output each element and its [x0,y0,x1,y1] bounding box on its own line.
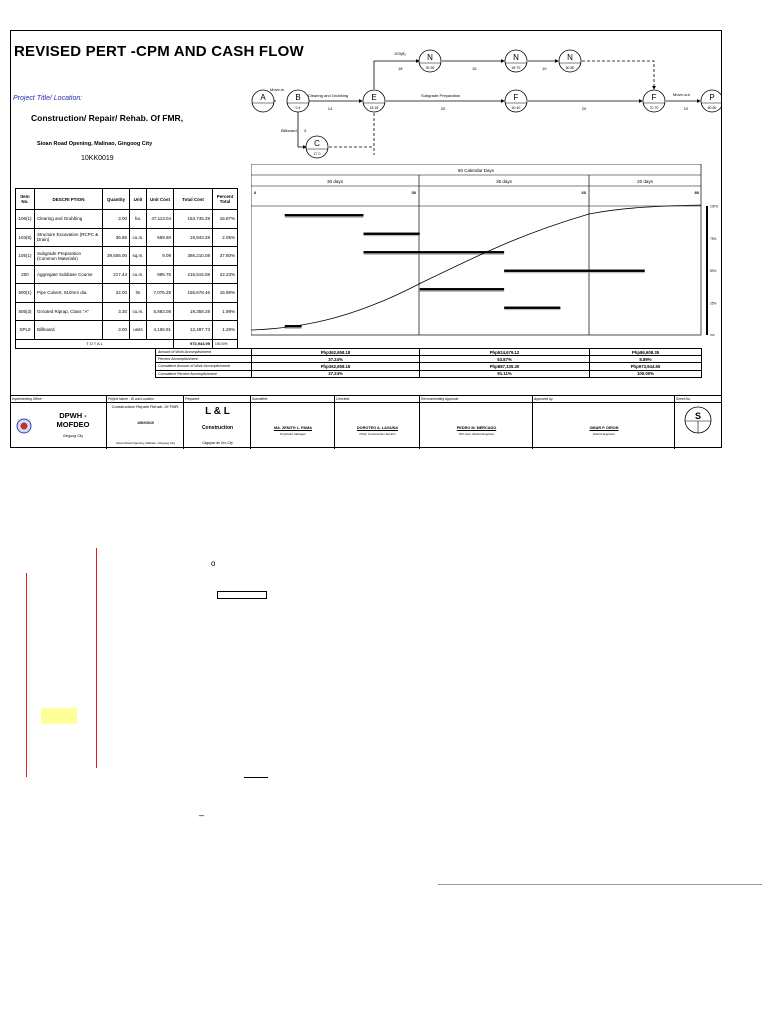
cell-percent: 1.28% [213,321,238,340]
yellow-highlight [41,708,77,724]
cell-description: Aggregate Subbase Course [35,265,103,284]
table-row [16,210,238,229]
cell-unit: units [130,321,147,340]
cell-item-no: 505(3) [16,302,35,321]
svg-text:45 70: 45 70 [511,66,521,70]
red-margin-line-right [96,548,97,768]
cell-percent: 2.05% [213,228,238,247]
footer-head-office: Implementing Office: [12,397,43,401]
cash-cell-period-3: 100.00% [590,370,702,377]
svg-text:50 80: 50 80 [565,66,575,70]
cash-cell-period-2: Php887,336.30 [420,363,590,370]
cash-cell-period-1: 37.24% [252,370,420,377]
svg-text:A: A [260,93,266,102]
cash-cell-period-3: 8.89% [590,356,702,363]
pert-network-diagram [236,39,721,161]
cash-cell-period-2: 91.11% [420,370,590,377]
svg-text:E: E [371,93,377,102]
cash-cell-period-2: 53.87% [420,356,590,363]
node-f2 [643,90,665,112]
cash-cell-period-3: Php86,608.35 [590,349,702,356]
project-id: 10KK0019 [81,155,114,162]
table-row [16,284,238,303]
cell-unit: cu.m. [130,302,147,321]
footer-project-name: Construction/ Repair/ Rehab. Of FMR, [111,404,180,409]
table-row [16,265,238,284]
cell-description: Billboard [35,321,103,340]
cell-quantity: 3.00 [103,321,130,340]
footer-head-prepared: Prepared: [185,397,200,401]
office-location: Gingoog City [62,434,84,438]
th-quantity: Quantity [103,189,130,210]
svg-text:C: C [314,139,320,148]
signatory-2-role: Chief, Construction Section [359,432,396,436]
cell-description: Pipe Culvert, 910mm dia. [35,284,103,303]
footer-submitted [251,396,335,449]
footer-sheet [675,396,721,449]
red-margin-line-left [26,573,27,777]
label-subgrade: Subgrade Preparation [421,93,461,98]
cash-row-label: Cumulative Amount of Work Accomplishment [156,363,252,370]
cashflow-table [155,348,702,378]
node-c [306,136,328,158]
signature-block [11,395,721,449]
s-curve [251,205,701,330]
cash-row-label: Percent Accomplishment [156,356,252,363]
table-row [156,370,702,377]
label-dur-top-2: 15 [472,66,477,71]
label-item-top: 103(8) [394,51,406,56]
cell-percent: 1.99% [213,302,238,321]
long-rule [438,884,762,885]
svg-text:N: N [427,53,433,62]
period-1-label: 30 days [327,179,343,184]
cell-unit: ha. [130,210,147,229]
dpwh-seal-icon [16,418,32,434]
contractor-name: L & L [205,406,230,417]
cell-item-no: 500(1) [16,284,35,303]
signatory-4-role: District Engineer [592,432,615,436]
cell-total-cost: 19,943.28 [174,228,213,247]
svg-text:0 4: 0 4 [295,106,301,110]
footer-checked [335,396,420,449]
table-row [16,228,238,247]
gantt-bar [504,307,560,309]
short-rule [244,777,268,778]
cell-item-no: 105(1) [16,247,35,266]
footer-project-id: 10KK0019 [137,421,154,425]
cell-quantity: 36.86 [103,228,130,247]
th-unit-cost: Unit Cost [147,189,174,210]
footer-head-project: Project Name , ID and Location [108,397,154,401]
period-3-label: 20 days [637,179,653,184]
th-percent: Percent Total [213,189,238,210]
label-dur-move-out: 10 [683,106,689,111]
footer-head-checked: Checked: [336,397,350,401]
th-description: DESCRI PTION [35,189,103,210]
percent-tick-label: 75% [710,236,717,241]
footer-recommending [420,396,533,449]
period-2-label: 35 days [496,179,512,184]
cash-row-label: Cumulative Percent Accomplishment [156,370,252,377]
table-row [16,302,238,321]
label-dur-top-3: 10 [542,66,547,71]
node-n1 [419,50,441,72]
cash-cell-period-1: Php362,658.18 [252,363,420,370]
cell-item-no: 103(6) [16,228,35,247]
cell-description: Clearing and Grubbing [35,210,103,229]
footer-project-loc: Sioan Road Opening, Malinao, Gingoog City [115,441,176,445]
project-name: Construction/ Repair/ Rehab. Of FMR, [31,113,184,123]
node-a [252,90,274,112]
label-move-in: Move-in [270,87,285,92]
cell-item-no: 200 [16,265,35,284]
cash-cell-period-3: Php973,944.65 [590,363,702,370]
boq-total-row [16,339,238,348]
cell-unit-cost: 9.09 [147,247,174,266]
node-f1 [505,90,527,112]
contractor-location: Cagayan de Oro City [202,441,233,445]
cell-total-cost: 216,515.08 [174,265,213,284]
cell-unit: lm [130,284,147,303]
page-title: REVISED PERT -CPM AND CASH FLOW [14,43,304,60]
percent-tick-label: 25% [710,301,717,306]
table-row [16,247,238,266]
label-dur-clearing: 14 [327,106,333,111]
cash-cell-period-1: Php362,658.18 [252,349,420,356]
percent-tick-label: 0% [710,333,715,336]
cell-unit-cost: 995.75 [147,265,174,284]
cell-percent: 15.98% [213,284,238,303]
label-move-out: Move-out [673,92,690,97]
th-item-no: Item No. [16,189,35,210]
signatory-1-name: MA. ZENITH L. PAMA [273,426,313,430]
svg-text:18 18: 18 18 [369,106,379,110]
cell-unit-cost: 559.50 [147,228,174,247]
cell-total-cost: 12,497.73 [174,321,213,340]
node-b [287,90,309,112]
cell-unit-cost: 5,883.08 [147,302,174,321]
cell-total-cost: 19,358.28 [174,302,213,321]
signatory-2-name: DOROTEO A. LAGUNA [356,426,399,430]
cell-description: Subgrade Preparation (Common Materials) [35,247,103,266]
table-row [156,356,702,363]
dummy-top-to-f [582,61,654,89]
dash-mark: _ [199,806,205,816]
svg-text:N: N [513,53,519,62]
total-value: 973,944.95 [174,339,213,348]
day-mark-80: 80 [694,190,699,195]
cash-row-label: Amount of Work Accomplishment [156,349,252,356]
svg-text:39 39: 39 39 [425,66,435,70]
node-n3 [559,50,581,72]
svg-text:70 70: 70 70 [649,106,659,110]
day-mark-0: 0 [254,190,257,195]
cell-unit-cost: 7,076.28 [147,284,174,303]
cell-unit: cu.m. [130,265,147,284]
svg-text:80 80: 80 80 [707,106,717,110]
node-e [363,90,385,112]
cell-percent: 37.60% [213,247,238,266]
cash-cell-period-1: 37.24% [252,356,420,363]
cell-unit: cu.m. [130,228,147,247]
percent-tick-label: 100% [710,204,719,209]
cell-quantity: 22.00 [103,284,130,303]
label-dur-subgrade-1: 20 [440,106,446,111]
signatory-3-role: OIC Asst. District Engineer [458,432,495,436]
footer-head-submitted: Submitted: [252,397,268,401]
sheet-letter: S [694,411,702,421]
project-location: Sioan Road Opening, Malinao, Gingoog City [37,141,153,147]
boq-table [15,188,238,349]
total-percent: 100.00% [213,339,238,348]
label-clearing: Clearing and Grubbing [308,93,349,98]
footer-prepared [184,396,251,449]
cell-total-cost: 155,678.46 [174,284,213,303]
contractor-sub: Construction [201,425,234,431]
cell-item-no: 106(1) [16,210,35,229]
gantt-bar [364,233,420,235]
label-dur-top-1: 18 [398,66,403,71]
total-days-label: 80 Calendar Days [457,168,495,173]
gantt-bar [420,288,504,290]
project-title-label: Project Title/ Location: [13,95,83,102]
cell-quantity: 217.44 [103,265,130,284]
cell-description: Grouted Riprap, Class "A" [35,302,103,321]
sheet-number-circle [683,405,713,435]
svg-text:40 40: 40 40 [511,106,521,110]
svg-text:F: F [651,93,657,102]
footer-head-recommending: Recommending Approval: [421,397,459,401]
label-dur-billboard: 3 [304,128,307,133]
svg-text:F: F [513,93,519,102]
gantt-bar [364,251,505,253]
svg-text:17 0: 17 0 [313,152,321,156]
day-mark-30: 30 [411,190,416,195]
svg-text:B: B [295,93,301,102]
cell-total-cost: 366,210.08 [174,247,213,266]
cell-item-no: SPL9 [16,321,35,340]
footer-approved [533,396,675,449]
th-total-cost: Total Cost [174,189,213,210]
table-row [156,349,702,356]
activity-top-start [374,61,419,89]
empty-box [217,591,267,599]
cell-quantity: 3.30 [103,302,130,321]
cell-unit-cost: 47,113.04 [147,210,174,229]
office-name: DPWH - MOFDEO [56,411,90,429]
cell-percent: 22.23% [213,265,238,284]
footer-project [107,396,184,449]
footer-head-approved: Approved by: [534,397,554,401]
cell-unit: sq.m. [130,247,147,266]
boq-header-row [16,189,238,210]
cell-description: Structure Excavation (RCPC & Drain) [35,228,103,247]
day-mark-60: 60 [581,190,586,195]
small-o-mark: o [211,559,216,568]
label-dur-subgrade-2: 20 [581,106,587,111]
svg-text:P: P [709,93,715,102]
cell-percent: 16.87% [213,210,238,229]
footer-head-sheet: Sheet No. [676,397,691,401]
schedule-chart [251,164,723,336]
percent-tick-label: 50% [710,269,717,273]
cash-cell-period-2: Php524,679.12 [420,349,590,356]
gantt-bar [504,270,645,272]
table-row [156,363,702,370]
signatory-1-role: Proprietor Manager [280,432,306,436]
signatory-3-name: PEDRO M. MERCADO [456,426,497,430]
signatory-4-name: OMAR P. DIRON [589,426,619,430]
node-n2 [505,50,527,72]
gantt-bar [285,214,364,216]
svg-text:N: N [567,53,573,62]
total-label: T O T A L [16,339,174,348]
table-row [16,321,238,340]
node-p [701,90,721,112]
footer-office [11,396,107,449]
label-billboard: Billboard [281,128,297,133]
th-unit: Unit [130,189,147,210]
cell-total-cost: 163,745.28 [174,210,213,229]
cell-quantity: 3.00 [103,210,130,229]
pert-cpm-sheet [10,30,722,448]
cell-quantity: 39,606.00 [103,247,130,266]
cell-unit-cost: 4,165.91 [147,321,174,340]
